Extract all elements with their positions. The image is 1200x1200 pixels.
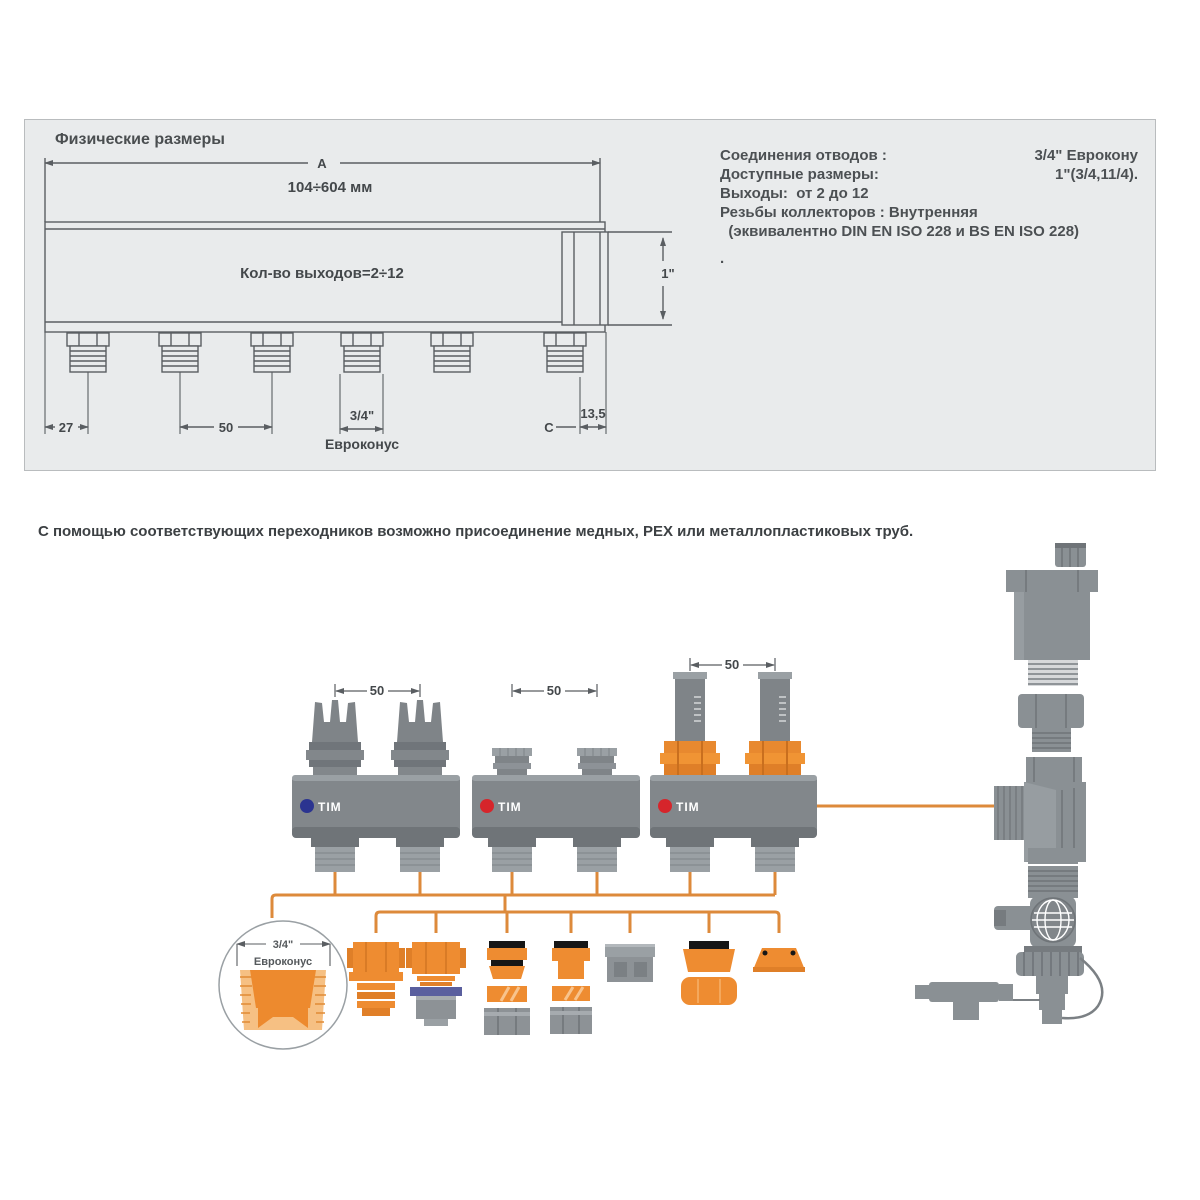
manifold-flowmeter [650, 657, 817, 872]
fitting-adapter-1 [347, 942, 405, 1016]
eurocone-detail [219, 921, 347, 1049]
outputs-count-label: Кол-во выходов=2÷12 [240, 265, 404, 282]
fitting-adapter-6 [681, 941, 737, 1005]
dim-34-label: 3/4" [349, 408, 375, 423]
threaded-nipple [1028, 848, 1078, 898]
valve-column [915, 543, 1102, 1024]
brand-label: TIM [676, 800, 700, 814]
eurocone-label: Евроконус [324, 436, 400, 452]
tee-fitting [994, 757, 1086, 862]
outlet-threads [67, 333, 586, 372]
spec-value: 3/4" Еврокону [1034, 147, 1138, 164]
manifold1-dim: 50 [369, 683, 385, 698]
brand-label: TIM [498, 800, 522, 814]
fitting-adapter-4 [550, 941, 592, 1034]
drain-ball-valve [994, 896, 1082, 954]
spec-label: Доступные размеры: [720, 166, 879, 183]
hose-drain [1016, 952, 1102, 1024]
drain-key-handle [915, 982, 1040, 1020]
fitting-adapter-5 [605, 944, 655, 982]
spec-label: . [720, 250, 725, 267]
manifold-assembly-diagram [0, 540, 1200, 1080]
air-vent-valve [1006, 543, 1098, 686]
manifold-thermostatic [292, 683, 460, 872]
dim-range-label: 104÷604 мм [287, 179, 373, 196]
spec-value: 1"(3/4,11/4). [1055, 166, 1138, 183]
dim-1inch-label: 1" [661, 266, 675, 281]
dim-50-label: 50 [218, 420, 234, 435]
fitting-adapter-3 [484, 941, 530, 1035]
dim-27-label: 27 [58, 420, 74, 435]
dim-135-label: 13,5 [580, 406, 606, 421]
valve-cap-crown [306, 700, 449, 775]
manifold2-outlets [488, 838, 621, 872]
lockshield-cap [492, 748, 617, 775]
manifold1-outlets [311, 838, 444, 872]
manifold2-dim: 50 [546, 683, 562, 698]
manifold3-outlets [666, 838, 799, 872]
brand-dot-red [658, 799, 672, 813]
spec-label: Выходы: от 2 до 12 [720, 185, 869, 202]
panel-title: Физические размеры [55, 131, 225, 148]
brand-dot-red [480, 799, 494, 813]
flow-meter [660, 672, 805, 775]
manifold-technical-drawing [0, 0, 1200, 500]
spec-label: (эквивалентно DIN EN ISO 228 и BS EN ISO 228) [720, 223, 1080, 240]
drawing-lines [45, 158, 675, 434]
manifold3-dim: 50 [724, 657, 740, 672]
fitting-adapter-2 [406, 942, 466, 1026]
adapter-nut [1018, 694, 1084, 752]
detail-dim: 3/4" [272, 939, 294, 951]
brand-dot-blue [300, 799, 314, 813]
detail-label: Евроконус [253, 956, 313, 968]
dim-a-label: A [317, 156, 327, 171]
fitting-adapter-7 [753, 948, 805, 972]
manifold-lockshield [472, 683, 640, 872]
spec-label: Резьбы коллекторов : Внутренняя [720, 204, 978, 221]
spec-label: Соединения отводов : [720, 147, 887, 164]
adapters-note: С помощью соответствующих переходников возможно присоединение медных, PEX или металлопластиковых труб. [38, 523, 914, 540]
dim-c-label: C [544, 420, 554, 435]
brand-label: TIM [318, 800, 342, 814]
